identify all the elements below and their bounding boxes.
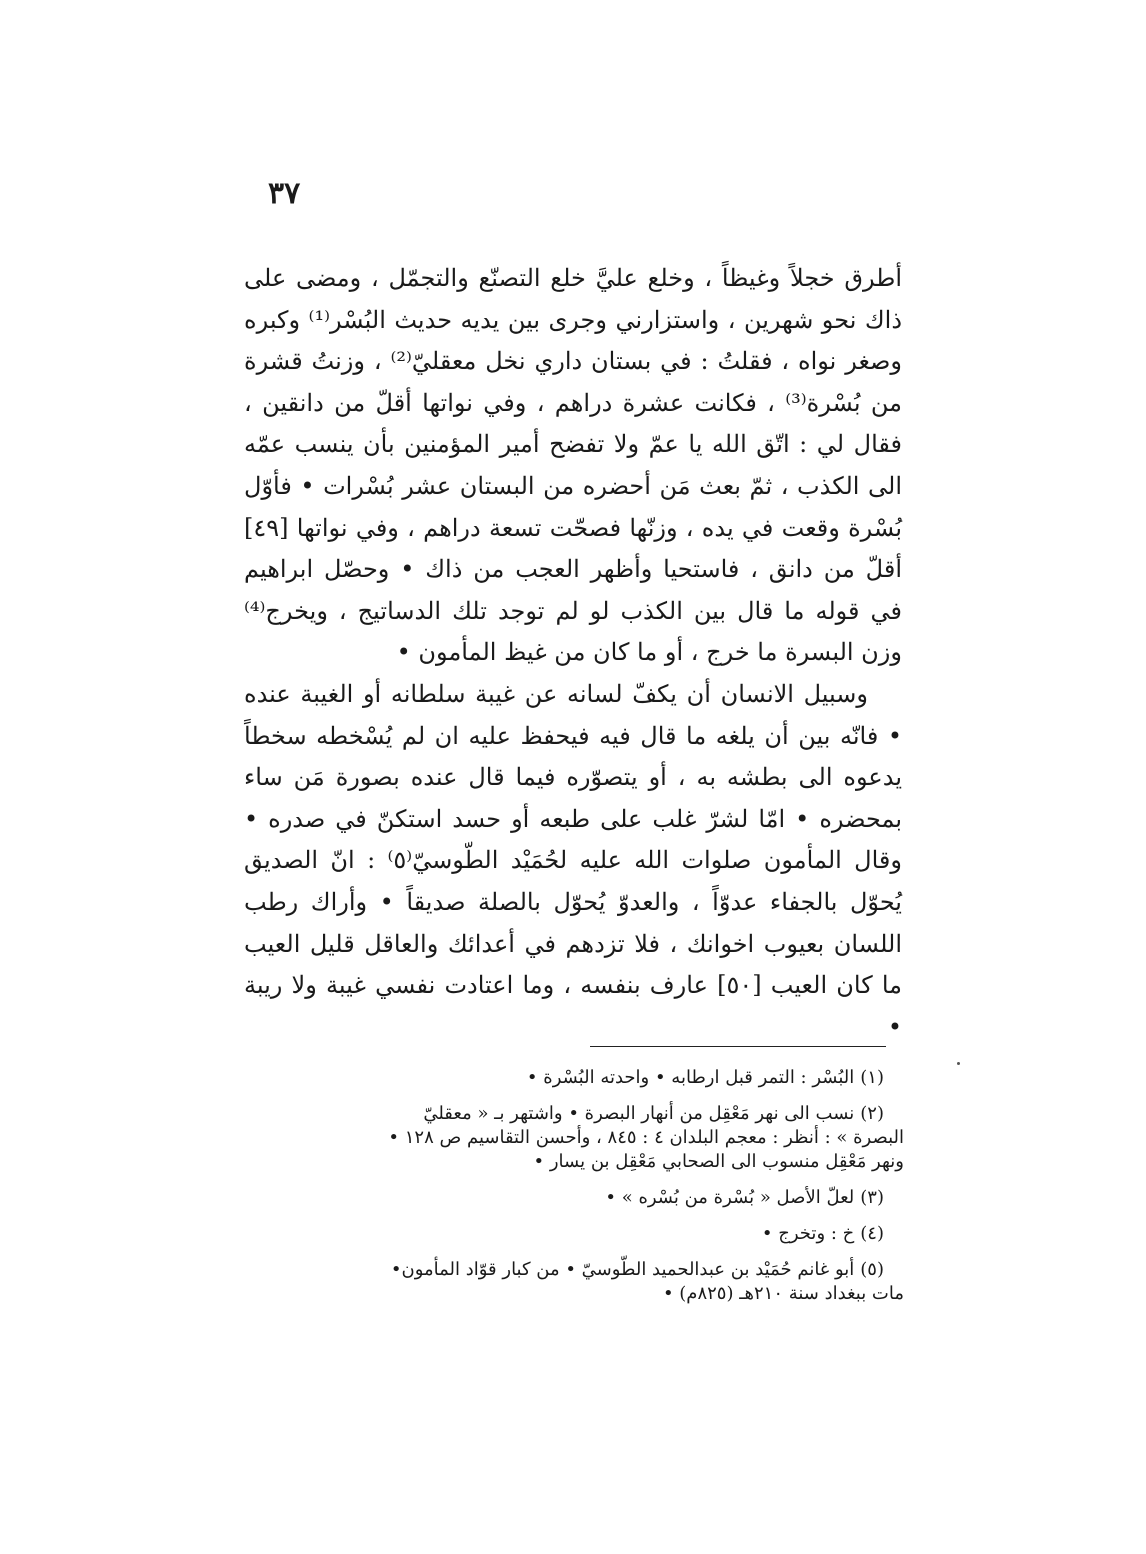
footnote-number: (٤) [860,1223,884,1244]
footnote-number: (٥) [860,1259,884,1280]
footnote-line [244,1258,904,1282]
footnote-2 [244,1102,904,1174]
footnote-number: (١) [860,1067,884,1088]
footnote-5 [244,1258,904,1306]
footnote-3 [244,1186,904,1210]
stray-ink-mark [957,1062,960,1065]
footnote-line [244,1102,904,1126]
main-text [244,258,902,1048]
footnote-text: لعلّ الأصل « بُسْرة من بُسْره » • [605,1187,855,1208]
footnote-4 [244,1222,904,1246]
footnote-line: ونهر مَعْقِل منسوب الى الصحابي مَعْقِل بن يسار • [533,1151,904,1172]
footnote-1 [244,1066,904,1090]
footnote-line: مات ببغداد سنة ٢١٠هـ (٨٢٥م) • [662,1283,904,1304]
footnote-text: خ : وتخرج • [761,1223,855,1244]
footnote-text: نسب الى نهر مَعْقِل من أنهار البصرة • واشتهر بـ « معقليّ [423,1103,855,1124]
footnote-number: (٢) [860,1103,884,1124]
paragraph-2: وسبيل الانسان أن يكفّ لسانه عن غيبة سلطانه أو الغيبة عنده • فانّه بين أن يلغه ما قال فيه فيحفظ عليه ان لم يُسْخطه سخطاً يدعوه الى بطشه به ، أو يتصوّره فيما قال عنده بصورة مَن ساء بمحضره • امّا لشرّ غلب على طبعه أو حسد استكنّ في صدره • وقال المأمون صلوات الله عليه لحُمَيْد الطّوسيّ⁽٥⁾ : انّ الصديق يُحوّل بالجفاء عدوّاً ، والعدوّ يُحوّل بالصلة صديقاً • وأراك رطب اللسان بعيوب اخوانك ، فلا تزدهم في أعدائك والعاقل قليل العيب ما كان العيب [٥٠] عارف بنفسه ، وما اعتادت نفسي غيبة ولا ريبة • [244,679,902,1041]
footnotes [244,1066,904,1318]
footnote-number: (٣) [860,1187,884,1208]
footnote-text: البُسْر : التمر قبل ارطابه • واحدته البُسْرة • [526,1067,855,1088]
footnote-text: أبو غانم حُمَيْد بن عبدالحميد الطّوسيّ • من كبار قوّاد المأمون• [390,1259,855,1280]
paragraph-1: أطرق خجلاً وغيظاً ، وخلع عليَّ خلع التصنّع والتجمّل ، ومضى على ذاك نحو شهرين ، واستزارني وجرى بين يديه حديث البُسْر⁽¹⁾ وكبره وصغر نواه ، فقلتُ : في بستان داري نخل معقليّ⁽²⁾ ، وزنتُ قشرة من بُسْرة⁽³⁾ ، فكانت عشرة دراهم ، وفي نواتها أقلّ من دانقين ، فقال لي : اتّق الله يا عمّ ولا تفضح أمير المؤمنين بأن ينسب عمّه الى الكذب ، ثمّ بعث مَن أحضره من البستان عشر بُسْرات • فأوّل بُسْرة وقعت في يده ، وزنّها فصحّت تسعة دراهم ، وفي نواتها [٤٩] أقلّ من دانق ، فاستحيا وأظهر العجب من ذاك • وحصّل ابراهيم في قوله ما قال بين الكذب لو لم توجد تلك الدساتيج ، ويخرج⁽⁴⁾ وزن البسرة ما خرج ، أو ما كان من غيظ المأمون • [244,264,903,667]
footnote-separator [590,1046,886,1047]
footnote-line: البصرة » : أنظر : معجم البلدان ٤ : ٨٤٥ ، وأحسن التقاسيم ص ١٢٨ • [388,1127,904,1148]
page-number: ٣٧ [268,176,301,211]
